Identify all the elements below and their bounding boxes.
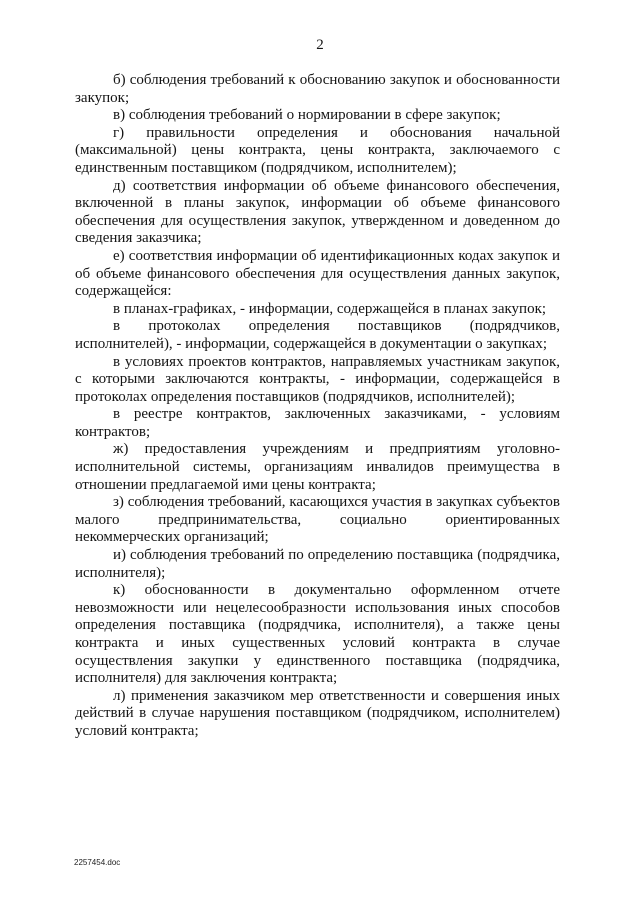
paragraph-i: и) соблюдения требований по определению поставщика (подрядчика, исполнителя); [75,547,560,581]
paragraph-e-contract-drafts: в условиях проектов контрактов, направляемых участникам закупок, с которыми заключаются контракты, - информации, содержащейся в протоколах определения поставщиков (подрядчиков, исполнителей); [75,353,560,405]
paragraph-zh: ж) предоставления учреждениям и предприятиям уголовно-исполнительной системы, организациям инвалидов преимущества в отношении предлагаемой ими цены контракта; [75,441,560,493]
paragraph-e-contract-register: в реестре контрактов, заключенных заказчиками, - условиям контрактов; [75,406,560,440]
paragraph-e-protocols: в протоколах определения поставщиков (подрядчиков, исполнителей), - информации, содержащейся в документации о закупках; [75,318,560,352]
page-number: 2 [316,37,324,53]
paragraph-l: л) применения заказчиком мер ответственности и совершения иных действий в случае нарушения поставщиком (подрядчиком, исполнителем) условий контракта; [75,687,560,739]
paragraph-d: д) соответствия информации об объеме финансового обеспечения, включенной в планы закупок, информации об объеме финансового обеспечения для осуществления закупок, утвержденном и доведенном до сведения заказчика; [75,177,560,247]
paragraph-b: б) соблюдения требований к обоснованию закупок и обоснованности закупок; [75,72,560,106]
paragraph-g: г) правильности определения и обоснования начальной (максимальной) цены контракта, цены контракта, заключаемого с единственным поставщиком (подрядчиком, исполнителем); [75,124,560,176]
paragraph-e: е) соответствия информации об идентификационных кодах закупок и об объеме финансового обеспечения для осуществления данных закупок, содержащейся: [75,247,560,300]
paragraph-z: з) соблюдения требований, касающихся участия в закупках субъектов малого предпринимательства, социально ориентированных некоммерческих организаций; [75,494,560,546]
document-file-id: 2257454.doc [74,858,121,867]
paragraph-k: к) обоснованности в документально оформленном отчете невозможности или нецелесообразности использования иных способов определения поставщика (подрядчика, исполнителя), а также цены контракта и иных существенных условий контракта в случае осуществления закупки у единственного поставщика (подрядчика, исполнителя) для заключения контракта; [75,582,560,687]
paragraph-v: в) соблюдения требований о нормировании в сфере закупок; [113,107,501,124]
paragraph-e-plans: в планах-графиках, - информации, содержащейся в планах закупок; [113,300,547,317]
document-body [75,72,560,741]
